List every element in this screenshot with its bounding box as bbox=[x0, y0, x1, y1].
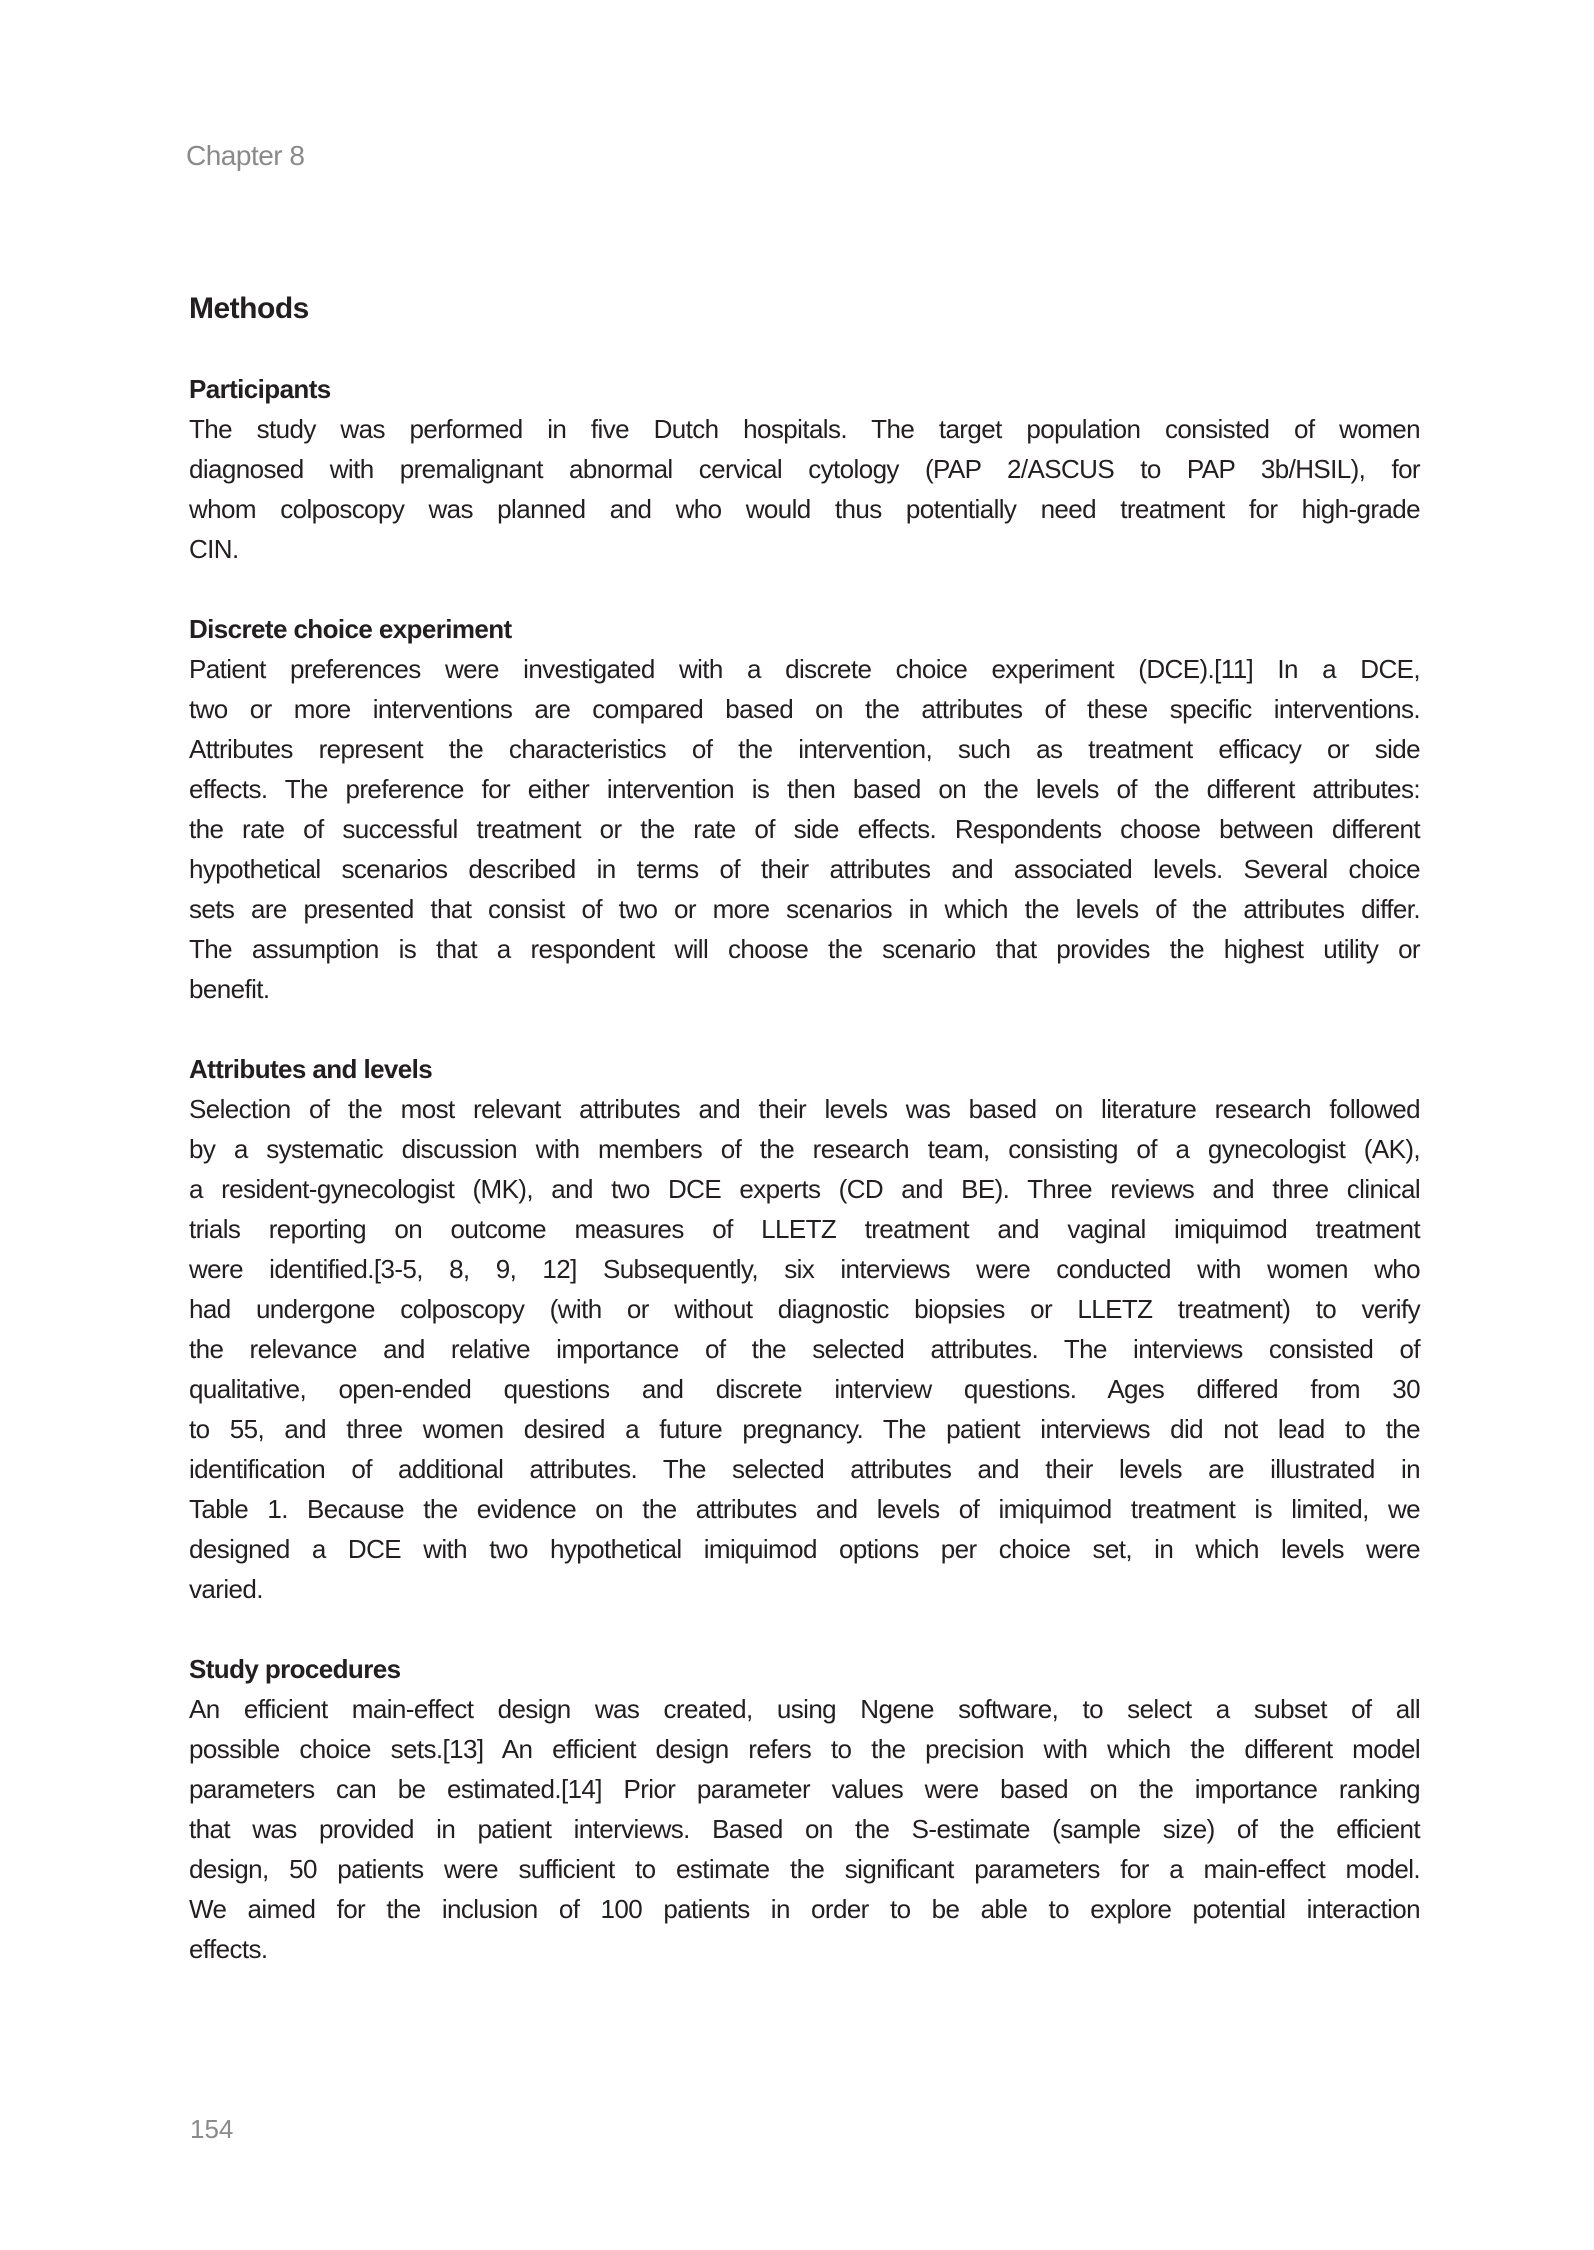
paragraph-spacer bbox=[189, 569, 1420, 609]
paragraph-line: the relevance and relative importance of the selected attributes. The interviews consisted of bbox=[189, 1334, 1420, 1364]
paragraph-line: diagnosed with premalignant abnormal cervical cytology (PAP 2/ASCUS to PAP 3b/HSIL), for bbox=[189, 454, 1420, 484]
page-number: 154 bbox=[190, 2114, 234, 2144]
subsection bbox=[189, 1649, 1420, 1969]
paragraph-spacer bbox=[189, 329, 1420, 369]
paragraph-line: the rate of successful treatment or the rate of side effects. Respondents choose between different bbox=[189, 814, 1420, 844]
paragraph-line: whom colposcopy was planned and who would thus potentially need treatment for high-grade bbox=[189, 494, 1420, 524]
paragraph-line: by a systematic discussion with members of the research team, consisting of a gynecologist (AK), bbox=[189, 1134, 1420, 1164]
paragraph-line: The assumption is that a respondent will choose the scenario that provides the highest utility or bbox=[189, 934, 1420, 964]
paragraph-line: qualitative, open-ended questions and discrete interview questions. Ages differed from 30 bbox=[189, 1374, 1420, 1404]
paragraph-line: had undergone colposcopy (with or without diagnostic biopsies or LLETZ treatment) to verify bbox=[189, 1294, 1420, 1324]
paragraph-line: Selection of the most relevant attributes and their levels was based on literature research followed bbox=[189, 1094, 1420, 1124]
paragraph-line: Table 1. Because the evidence on the attributes and levels of imiquimod treatment is limited, we bbox=[189, 1494, 1420, 1524]
paragraph-line: two or more interventions are compared based on the attributes of these specific interventions. bbox=[189, 694, 1420, 724]
paragraph-line: Attributes represent the characteristics of the intervention, such as treatment efficacy or side bbox=[189, 734, 1420, 764]
paragraph-line: We aimed for the inclusion of 100 patients in order to be able to explore potential interaction bbox=[189, 1894, 1420, 1924]
paragraph-line: The study was performed in five Dutch hospitals. The target population consisted of women bbox=[189, 414, 1420, 444]
paragraph-line: to 55, and three women desired a future pregnancy. The patient interviews did not lead to the bbox=[189, 1414, 1420, 1444]
paragraph-line: possible choice sets.[13] An efficient design refers to the precision with which the different model bbox=[189, 1734, 1420, 1764]
paragraph-line: CIN. bbox=[189, 534, 239, 564]
subsection-heading: Study procedures bbox=[189, 1654, 401, 1684]
paragraph-line: varied. bbox=[189, 1574, 263, 1604]
subsection bbox=[189, 609, 1420, 1009]
paragraph-line: trials reporting on outcome measures of LLETZ treatment and vaginal imiquimod treatment bbox=[189, 1214, 1420, 1244]
paragraph-line: a resident-gynecologist (MK), and two DCE experts (CD and BE). Three reviews and three clinical bbox=[189, 1174, 1420, 1204]
paragraph-line: were identified.[3-5, 8, 9, 12] Subsequently, six interviews were conducted with women who bbox=[189, 1254, 1420, 1284]
paragraph-line: benefit. bbox=[189, 974, 270, 1004]
paragraph-line: identification of additional attributes. The selected attributes and their levels are illustrated in bbox=[189, 1454, 1420, 1484]
paragraph-line: An efficient main-effect design was created, using Ngene software, to select a subset of all bbox=[189, 1694, 1420, 1724]
paragraph-spacer bbox=[189, 1609, 1420, 1649]
paragraph-line: sets are presented that consist of two or more scenarios in which the levels of the attributes differ. bbox=[189, 894, 1420, 924]
subsection bbox=[189, 1049, 1420, 1609]
paragraph-line: effects. bbox=[189, 1934, 268, 1964]
sections bbox=[189, 329, 1420, 1969]
paragraph-line: parameters can be estimated.[14] Prior parameter values were based on the importance ranking bbox=[189, 1774, 1420, 1804]
paragraph-spacer bbox=[189, 1009, 1420, 1049]
paragraph-line: hypothetical scenarios described in terms of their attributes and associated levels. Several choice bbox=[189, 854, 1420, 884]
subsection-heading: Attributes and levels bbox=[189, 1054, 433, 1084]
page-body bbox=[189, 289, 1420, 1969]
running-header-chapter: Chapter 8 bbox=[186, 140, 305, 171]
paragraph-line: design, 50 patients were sufficient to estimate the significant parameters for a main-effect model. bbox=[189, 1854, 1420, 1884]
subsection-heading: Discrete choice experiment bbox=[189, 614, 512, 644]
paragraph-line: effects. The preference for either intervention is then based on the levels of the different attributes: bbox=[189, 774, 1420, 804]
paragraph-line: Patient preferences were investigated with a discrete choice experiment (DCE).[11] In a DCE, bbox=[189, 654, 1420, 684]
subsection-heading: Participants bbox=[189, 374, 331, 404]
subsection bbox=[189, 369, 1420, 569]
paragraph-line: designed a DCE with two hypothetical imiquimod options per choice set, in which levels were bbox=[189, 1534, 1420, 1564]
paragraph-line: that was provided in patient interviews. Based on the S-estimate (sample size) of the efficient bbox=[189, 1814, 1420, 1844]
section-title: Methods bbox=[189, 292, 309, 325]
